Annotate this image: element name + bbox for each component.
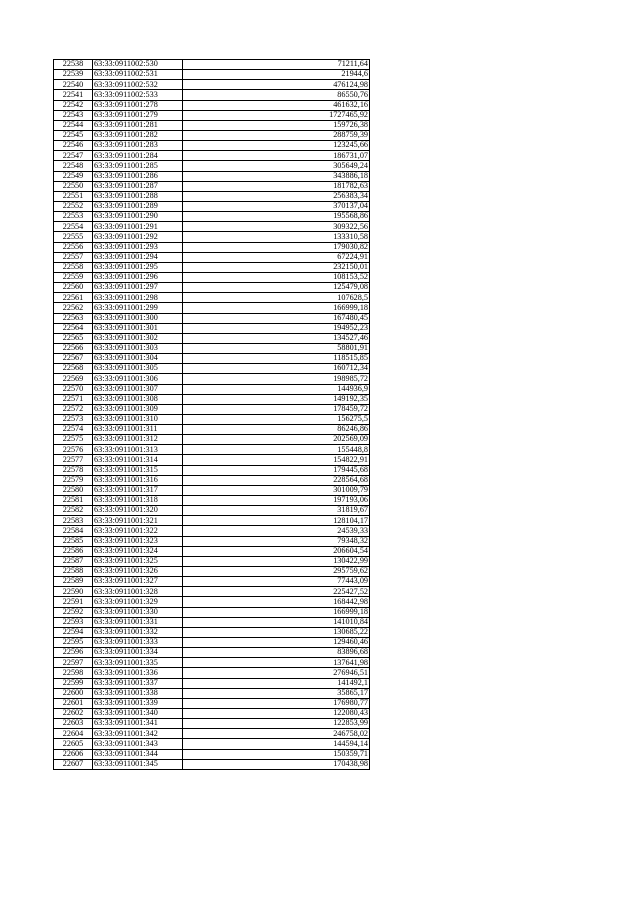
table-row <box>54 739 370 749</box>
table-row <box>54 303 370 313</box>
table-row <box>54 100 370 110</box>
cadastral-number-cell: 63:33:0911001:342 <box>93 729 183 739</box>
value-cell: 202569,09 <box>183 435 370 445</box>
table-row <box>54 313 370 323</box>
value-cell: 123245,66 <box>183 141 370 151</box>
table-row <box>54 485 370 495</box>
value-cell: 129460,46 <box>183 638 370 648</box>
table-row <box>54 384 370 394</box>
table-row <box>54 70 370 80</box>
table-row <box>54 648 370 658</box>
cadastral-number-cell: 63:33:0911001:311 <box>93 425 183 435</box>
row-number-cell: 22582 <box>54 506 93 516</box>
cadastral-number-cell: 63:33:0911001:287 <box>93 181 183 191</box>
cadastral-number-cell: 63:33:0911001:315 <box>93 465 183 475</box>
cadastral-number-cell: 63:33:0911002:532 <box>93 80 183 90</box>
row-number-cell: 22563 <box>54 313 93 323</box>
value-cell: 198985,72 <box>183 374 370 384</box>
value-cell: 144594,14 <box>183 739 370 749</box>
value-cell: 276946,51 <box>183 668 370 678</box>
cadastral-number-cell: 63:33:0911001:327 <box>93 577 183 587</box>
table-row <box>54 729 370 739</box>
row-number-cell: 22577 <box>54 455 93 465</box>
value-cell: 154822,91 <box>183 455 370 465</box>
value-cell: 170438,98 <box>183 759 370 769</box>
table-row <box>54 80 370 90</box>
row-number-cell: 22544 <box>54 120 93 130</box>
value-cell: 288759,39 <box>183 130 370 140</box>
cadastral-number-cell: 63:33:0911001:344 <box>93 749 183 759</box>
cadastral-number-cell: 63:33:0911001:330 <box>93 607 183 617</box>
row-number-cell: 22559 <box>54 272 93 282</box>
value-cell: 461632,16 <box>183 100 370 110</box>
row-number-cell: 22545 <box>54 130 93 140</box>
table-row <box>54 323 370 333</box>
cadastral-number-cell: 63:33:0911002:530 <box>93 60 183 70</box>
cadastral-number-cell: 63:33:0911001:307 <box>93 384 183 394</box>
value-cell: 35865,17 <box>183 688 370 698</box>
table-row <box>54 698 370 708</box>
table-row <box>54 455 370 465</box>
row-number-cell: 22602 <box>54 709 93 719</box>
row-number-cell: 22546 <box>54 141 93 151</box>
table-row <box>54 181 370 191</box>
row-number-cell: 22573 <box>54 414 93 424</box>
table-row <box>54 161 370 171</box>
row-number-cell: 22542 <box>54 100 93 110</box>
cadastral-number-cell: 63:33:0911001:314 <box>93 455 183 465</box>
cadastral-number-cell: 63:33:0911001:306 <box>93 374 183 384</box>
cadastral-number-cell: 63:33:0911001:313 <box>93 445 183 455</box>
row-number-cell: 22572 <box>54 404 93 414</box>
row-number-cell: 22579 <box>54 475 93 485</box>
value-cell: 107628,5 <box>183 293 370 303</box>
row-number-cell: 22604 <box>54 729 93 739</box>
value-cell: 301009,79 <box>183 485 370 495</box>
value-cell: 246758,02 <box>183 729 370 739</box>
cadastral-number-cell: 63:33:0911001:294 <box>93 252 183 262</box>
row-number-cell: 22581 <box>54 496 93 506</box>
row-number-cell: 22578 <box>54 465 93 475</box>
row-number-cell: 22565 <box>54 333 93 343</box>
value-cell: 343886,18 <box>183 171 370 181</box>
value-cell: 24539,33 <box>183 526 370 536</box>
cadastral-number-cell: 63:33:0911001:286 <box>93 171 183 181</box>
table-row <box>54 110 370 120</box>
table-row <box>54 201 370 211</box>
cadastral-number-cell: 63:33:0911001:323 <box>93 536 183 546</box>
row-number-cell: 22558 <box>54 262 93 272</box>
table-row <box>54 404 370 414</box>
table-row <box>54 262 370 272</box>
value-cell: 130685,22 <box>183 627 370 637</box>
value-cell: 194952,23 <box>183 323 370 333</box>
table-row <box>54 709 370 719</box>
cadastral-number-cell: 63:33:0911001:281 <box>93 120 183 130</box>
value-cell: 225427,52 <box>183 587 370 597</box>
value-cell: 166999,18 <box>183 303 370 313</box>
table-row <box>54 232 370 242</box>
value-cell: 160712,34 <box>183 364 370 374</box>
value-cell: 141010,84 <box>183 617 370 627</box>
table-row <box>54 212 370 222</box>
table-row <box>54 597 370 607</box>
row-number-cell: 22555 <box>54 232 93 242</box>
row-number-cell: 22593 <box>54 617 93 627</box>
cadastral-number-cell: 63:33:0911001:341 <box>93 719 183 729</box>
value-cell: 178459,72 <box>183 404 370 414</box>
cadastral-number-cell: 63:33:0911001:345 <box>93 759 183 769</box>
cadastral-number-cell: 63:33:0911001:318 <box>93 496 183 506</box>
table-row <box>54 445 370 455</box>
row-number-cell: 22598 <box>54 668 93 678</box>
table-row <box>54 496 370 506</box>
row-number-cell: 22599 <box>54 678 93 688</box>
table-row <box>54 465 370 475</box>
value-cell: 228564,68 <box>183 475 370 485</box>
table-row <box>54 536 370 546</box>
cadastral-number-cell: 63:33:0911001:282 <box>93 130 183 140</box>
row-number-cell: 22547 <box>54 151 93 161</box>
value-cell: 179030,82 <box>183 242 370 252</box>
value-cell: 256383,34 <box>183 191 370 201</box>
table-row <box>54 191 370 201</box>
value-cell: 1727465,92 <box>183 110 370 120</box>
value-cell: 195568,86 <box>183 212 370 222</box>
row-number-cell: 22584 <box>54 526 93 536</box>
cadastral-number-cell: 63:33:0911001:312 <box>93 435 183 445</box>
table-row <box>54 90 370 100</box>
row-number-cell: 22556 <box>54 242 93 252</box>
table-row <box>54 141 370 151</box>
table-row <box>54 293 370 303</box>
cadastral-number-cell: 63:33:0911001:316 <box>93 475 183 485</box>
value-cell: 31819,67 <box>183 506 370 516</box>
table-row <box>54 120 370 130</box>
cadastral-number-cell: 63:33:0911001:333 <box>93 638 183 648</box>
row-number-cell: 22562 <box>54 303 93 313</box>
cadastral-number-cell: 63:33:0911001:288 <box>93 191 183 201</box>
table-row <box>54 374 370 384</box>
row-number-cell: 22596 <box>54 648 93 658</box>
row-number-cell: 22589 <box>54 577 93 587</box>
value-cell: 67224,91 <box>183 252 370 262</box>
cadastral-number-cell: 63:33:0911001:293 <box>93 242 183 252</box>
table-row <box>54 587 370 597</box>
table-row <box>54 425 370 435</box>
row-number-cell: 22600 <box>54 688 93 698</box>
table-row <box>54 364 370 374</box>
value-cell: 370137,04 <box>183 201 370 211</box>
cadastral-number-cell: 63:33:0911001:324 <box>93 546 183 556</box>
value-cell: 144936,9 <box>183 384 370 394</box>
value-cell: 150359,71 <box>183 749 370 759</box>
cadastral-number-cell: 63:33:0911001:285 <box>93 161 183 171</box>
cadastral-number-cell: 63:33:0911001:308 <box>93 394 183 404</box>
row-number-cell: 22605 <box>54 739 93 749</box>
cadastral-number-cell: 63:33:0911001:310 <box>93 414 183 424</box>
cadastral-number-cell: 63:33:0911001:304 <box>93 354 183 364</box>
row-number-cell: 22553 <box>54 212 93 222</box>
table-row <box>54 526 370 536</box>
table-row <box>54 516 370 526</box>
row-number-cell: 22554 <box>54 222 93 232</box>
value-cell: 186731,07 <box>183 151 370 161</box>
cadastral-number-cell: 63:33:0911001:292 <box>93 232 183 242</box>
row-number-cell: 22552 <box>54 201 93 211</box>
value-cell: 168442,98 <box>183 597 370 607</box>
row-number-cell: 22567 <box>54 354 93 364</box>
row-number-cell: 22539 <box>54 70 93 80</box>
row-number-cell: 22607 <box>54 759 93 769</box>
row-number-cell: 22549 <box>54 171 93 181</box>
value-cell: 206604,54 <box>183 546 370 556</box>
row-number-cell: 22597 <box>54 658 93 668</box>
row-number-cell: 22548 <box>54 161 93 171</box>
row-number-cell: 22595 <box>54 638 93 648</box>
value-cell: 167480,45 <box>183 313 370 323</box>
value-cell: 86246,86 <box>183 425 370 435</box>
value-cell: 134527,46 <box>183 333 370 343</box>
value-cell: 21944,6 <box>183 70 370 80</box>
value-cell: 108153,52 <box>183 272 370 282</box>
row-number-cell: 22560 <box>54 283 93 293</box>
value-cell: 86550,76 <box>183 90 370 100</box>
value-cell: 133310,58 <box>183 232 370 242</box>
value-cell: 197193,06 <box>183 496 370 506</box>
table-row <box>54 638 370 648</box>
table-row <box>54 272 370 282</box>
cadastral-number-cell: 63:33:0911001:343 <box>93 739 183 749</box>
cadastral-number-cell: 63:33:0911001:334 <box>93 648 183 658</box>
value-cell: 71211,64 <box>183 60 370 70</box>
value-cell: 77443,09 <box>183 577 370 587</box>
cadastral-number-cell: 63:33:0911001:309 <box>93 404 183 414</box>
table-row <box>54 414 370 424</box>
cadastral-number-cell: 63:33:0911001:291 <box>93 222 183 232</box>
cadastral-number-cell: 63:33:0911001:301 <box>93 323 183 333</box>
cadastral-number-cell: 63:33:0911001:336 <box>93 668 183 678</box>
cadastral-number-cell: 63:33:0911001:340 <box>93 709 183 719</box>
cadastral-number-cell: 63:33:0911001:296 <box>93 272 183 282</box>
row-number-cell: 22606 <box>54 749 93 759</box>
cadastral-number-cell: 63:33:0911001:335 <box>93 658 183 668</box>
value-cell: 58801,91 <box>183 343 370 353</box>
value-cell: 295759,62 <box>183 567 370 577</box>
cadastral-number-cell: 63:33:0911001:278 <box>93 100 183 110</box>
value-cell: 305649,24 <box>183 161 370 171</box>
cadastral-number-cell: 63:33:0911001:325 <box>93 556 183 566</box>
table-row <box>54 759 370 769</box>
row-number-cell: 22569 <box>54 374 93 384</box>
row-number-cell: 22564 <box>54 323 93 333</box>
row-number-cell: 22570 <box>54 384 93 394</box>
cadastral-number-cell: 63:33:0911001:329 <box>93 597 183 607</box>
row-number-cell: 22576 <box>54 445 93 455</box>
row-number-cell: 22594 <box>54 627 93 637</box>
cadastral-number-cell: 63:33:0911001:297 <box>93 283 183 293</box>
row-number-cell: 22538 <box>54 60 93 70</box>
row-number-cell: 22592 <box>54 607 93 617</box>
cadastral-number-cell: 63:33:0911001:322 <box>93 526 183 536</box>
table-row <box>54 475 370 485</box>
cadastral-number-cell: 63:33:0911001:317 <box>93 485 183 495</box>
value-cell: 128104,17 <box>183 516 370 526</box>
table-row <box>54 719 370 729</box>
cadastral-number-cell: 63:33:0911001:328 <box>93 587 183 597</box>
cadastral-number-cell: 63:33:0911001:279 <box>93 110 183 120</box>
value-cell: 137641,98 <box>183 658 370 668</box>
table-row <box>54 242 370 252</box>
cadastral-number-cell: 63:33:0911001:320 <box>93 506 183 516</box>
cadastral-number-cell: 63:33:0911001:290 <box>93 212 183 222</box>
cadastral-number-cell: 63:33:0911001:302 <box>93 333 183 343</box>
value-cell: 179445,68 <box>183 465 370 475</box>
row-number-cell: 22557 <box>54 252 93 262</box>
value-cell: 141492,1 <box>183 678 370 688</box>
table-row <box>54 658 370 668</box>
cadastral-number-cell: 63:33:0911001:299 <box>93 303 183 313</box>
value-cell: 176980,77 <box>183 698 370 708</box>
table-row <box>54 343 370 353</box>
cadastral-number-cell: 63:33:0911001:338 <box>93 688 183 698</box>
row-number-cell: 22571 <box>54 394 93 404</box>
value-cell: 79348,32 <box>183 536 370 546</box>
table-row <box>54 546 370 556</box>
table-body <box>54 60 370 770</box>
row-number-cell: 22551 <box>54 191 93 201</box>
row-number-cell: 22585 <box>54 536 93 546</box>
cadastral-number-cell: 63:33:0911001:326 <box>93 567 183 577</box>
row-number-cell: 22550 <box>54 181 93 191</box>
table-row <box>54 435 370 445</box>
row-number-cell: 22603 <box>54 719 93 729</box>
value-cell: 149192,35 <box>183 394 370 404</box>
row-number-cell: 22540 <box>54 80 93 90</box>
row-number-cell: 22575 <box>54 435 93 445</box>
row-number-cell: 22541 <box>54 90 93 100</box>
table-row <box>54 607 370 617</box>
table-row <box>54 222 370 232</box>
row-number-cell: 22588 <box>54 567 93 577</box>
value-cell: 83896,68 <box>183 648 370 658</box>
value-cell: 159726,38 <box>183 120 370 130</box>
cadastral-number-cell: 63:33:0911001:289 <box>93 201 183 211</box>
table-row <box>54 567 370 577</box>
table-row <box>54 333 370 343</box>
value-cell: 155448,8 <box>183 445 370 455</box>
row-number-cell: 22583 <box>54 516 93 526</box>
row-number-cell: 22580 <box>54 485 93 495</box>
cadastral-number-cell: 63:33:0911001:284 <box>93 151 183 161</box>
value-cell: 309322,56 <box>183 222 370 232</box>
table-row <box>54 577 370 587</box>
cadastral-number-cell: 63:33:0911001:300 <box>93 313 183 323</box>
row-number-cell: 22590 <box>54 587 93 597</box>
cadastral-number-cell: 63:33:0911001:321 <box>93 516 183 526</box>
value-cell: 476124,98 <box>183 80 370 90</box>
cadastral-number-cell: 63:33:0911002:531 <box>93 70 183 80</box>
value-cell: 122080,43 <box>183 709 370 719</box>
value-cell: 122853,99 <box>183 719 370 729</box>
cadastral-number-cell: 63:33:0911001:337 <box>93 678 183 688</box>
table-row <box>54 627 370 637</box>
table-row <box>54 749 370 759</box>
cadastral-number-cell: 63:33:0911001:303 <box>93 343 183 353</box>
row-number-cell: 22566 <box>54 343 93 353</box>
value-cell: 156275,5 <box>183 414 370 424</box>
table-row <box>54 617 370 627</box>
table-row <box>54 668 370 678</box>
table-row <box>54 171 370 181</box>
table-row <box>54 130 370 140</box>
cadastral-number-cell: 63:33:0911001:298 <box>93 293 183 303</box>
row-number-cell: 22591 <box>54 597 93 607</box>
table-row <box>54 60 370 70</box>
cadastral-value-table <box>53 59 370 770</box>
cadastral-number-cell: 63:33:0911001:339 <box>93 698 183 708</box>
value-cell: 118515,85 <box>183 354 370 364</box>
row-number-cell: 22587 <box>54 556 93 566</box>
value-cell: 130422,99 <box>183 556 370 566</box>
table-row <box>54 556 370 566</box>
row-number-cell: 22574 <box>54 425 93 435</box>
value-cell: 232150,01 <box>183 262 370 272</box>
cadastral-number-cell: 63:33:0911001:331 <box>93 617 183 627</box>
table-row <box>54 283 370 293</box>
cadastral-number-cell: 63:33:0911001:295 <box>93 262 183 272</box>
table-row <box>54 252 370 262</box>
table-row <box>54 151 370 161</box>
row-number-cell: 22568 <box>54 364 93 374</box>
table-row <box>54 688 370 698</box>
cadastral-number-cell: 63:33:0911001:283 <box>93 141 183 151</box>
value-cell: 125479,08 <box>183 283 370 293</box>
row-number-cell: 22586 <box>54 546 93 556</box>
cadastral-number-cell: 63:33:0911002:533 <box>93 90 183 100</box>
table-row <box>54 506 370 516</box>
table-row <box>54 394 370 404</box>
value-cell: 166999,18 <box>183 607 370 617</box>
table-row <box>54 678 370 688</box>
row-number-cell: 22601 <box>54 698 93 708</box>
value-cell: 181782,63 <box>183 181 370 191</box>
row-number-cell: 22561 <box>54 293 93 303</box>
cadastral-number-cell: 63:33:0911001:332 <box>93 627 183 637</box>
cadastral-number-cell: 63:33:0911001:305 <box>93 364 183 374</box>
table-row <box>54 354 370 364</box>
row-number-cell: 22543 <box>54 110 93 120</box>
